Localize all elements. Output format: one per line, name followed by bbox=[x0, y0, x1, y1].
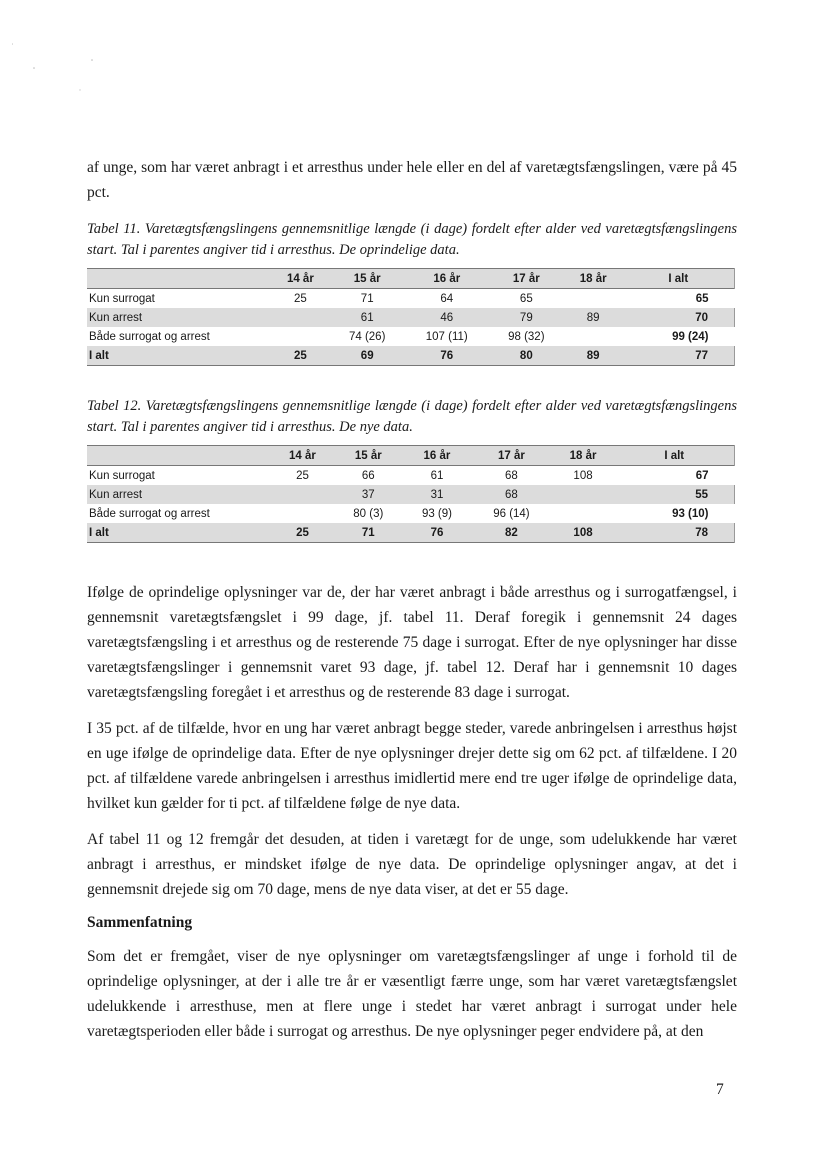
table-cell: 61 bbox=[430, 469, 444, 482]
table-cell-total: 67 bbox=[695, 469, 709, 482]
table-cell: 89 bbox=[586, 349, 600, 362]
table-cell: 76 bbox=[430, 526, 444, 539]
table-cell: 108 bbox=[573, 526, 593, 539]
table-cell-total: 70 bbox=[623, 308, 735, 327]
body-paragraph-1: Ifølge de oprindelige oplysninger var de, der har været anbragt i både arresthus og i surrogatfængsel, i gennemsnit varetægtsfængslet i 99 dage, jf. tabel 11. Deraf foregik i gennemsnit 24 dages varetægtsfængsling i et arresthus og de resterende 75 dage i surrogat. Efter de nye oplysninger har disse varetægtsfængslinger i gennemsnit varet 93 dage, jf. tabel 12. Deraf har i gennemsnit 10 dages varetægtsfængsling foregået i et arresthus og de resterende 83 dage i surrogat. bbox=[87, 584, 737, 701]
page-number: 7 bbox=[716, 1081, 724, 1098]
column-header: 16 år bbox=[423, 449, 451, 462]
scan-specks bbox=[12, 40, 112, 120]
table-cell: 71 bbox=[360, 292, 374, 305]
row-label: Kun arrest bbox=[89, 311, 143, 324]
row-label: Både surrogat og arrest bbox=[89, 507, 210, 520]
table-cell: 25 bbox=[296, 469, 309, 482]
column-header: 17 år bbox=[498, 449, 525, 462]
table-11-caption: Tabel 11. Varetægtsfængslingens gennemsnitlige længde (i dage) fordelt efter alder ved varetægtsfængslingens start. Tal i parentes angiver tid i arresthus. De oprindelige data. bbox=[87, 221, 737, 258]
table-row bbox=[87, 327, 735, 346]
table-cell: 25 bbox=[293, 349, 307, 362]
table-cell bbox=[564, 289, 623, 309]
table-cell: 25 bbox=[293, 292, 307, 305]
table-cell: 76 bbox=[440, 349, 454, 362]
table-row-total bbox=[87, 523, 735, 543]
table-cell: 66 bbox=[361, 469, 375, 482]
table-row-total bbox=[87, 346, 735, 366]
table-12-caption: Tabel 12. Varetægtsfængslingens gennemsnitlige længde (i dage) fordelt efter alder ved varetægtsfængslingens start. Tal i parentes angiver tid i arresthus. De nye data. bbox=[87, 398, 737, 435]
table-cell bbox=[271, 308, 330, 327]
table-cell: 107 (11) bbox=[425, 330, 468, 343]
table-cell-total: 93 (10) bbox=[672, 507, 709, 520]
table-cell-total: 78 bbox=[614, 523, 734, 543]
table-cell bbox=[271, 504, 334, 523]
row-label: I alt bbox=[89, 349, 109, 362]
table-cell: 93 (9) bbox=[421, 507, 452, 520]
table-cell bbox=[271, 485, 334, 504]
table-cell: 74 (26) bbox=[348, 330, 386, 343]
table-cell: 69 bbox=[360, 349, 374, 362]
column-header: 14 år bbox=[289, 449, 316, 462]
column-header: I alt bbox=[614, 446, 734, 466]
table-cell: 89 bbox=[586, 311, 600, 324]
table-12 bbox=[87, 445, 735, 543]
table-row bbox=[87, 485, 735, 504]
section-heading: Sammenfatning bbox=[87, 914, 193, 931]
column-header: 17 år bbox=[512, 272, 540, 285]
table-cell: 108 bbox=[573, 469, 593, 482]
body-paragraph-4: Som det er fremgået, viser de nye oplysninger om varetægtsfængslinger af unge i forhold til de oprindelige oplysninger, at der i alle tre år er væsentligt færre unge, som har været varetægtsfængslet udelukkende i arresthuse, men at flere unge i stedet har været anbragt i surrogat under hele varetægtsperioden eller både i surrogat og arresthus. De nye oplysninger peger endvidere på, at den bbox=[87, 948, 737, 1040]
table-cell bbox=[564, 327, 623, 346]
body-paragraph-3: Af tabel 11 og 12 fremgår det desuden, at tiden i varetægt for de unge, som udelukkende har været anbragt i arresthus, er mindsket ifølge de nye data. De oprindelige oplysninger angav, at det i gennemsnit drejede sig om 70 dage, mens de nye data viser, at det er 55 dage. bbox=[87, 831, 737, 898]
column-header: 15 år bbox=[354, 449, 382, 462]
table-cell-total: 77 bbox=[623, 346, 735, 366]
table-cell: 65 bbox=[519, 292, 533, 305]
table-cell: 71 bbox=[361, 526, 375, 539]
table-cell: 96 (14) bbox=[493, 507, 530, 520]
column-header: 18 år bbox=[569, 449, 597, 462]
table-cell-total: 55 bbox=[614, 485, 734, 504]
table-cell: 46 bbox=[440, 311, 454, 324]
table-cell: 31 bbox=[430, 488, 444, 501]
table-header-row bbox=[87, 269, 735, 289]
intro-paragraph: af unge, som har været anbragt i et arresthus under hele eller en del af varetægtsfængslingen, være på 45 pct. bbox=[87, 159, 737, 201]
table-header-row bbox=[87, 446, 735, 466]
table-cell: 80 bbox=[519, 349, 533, 362]
table-row bbox=[87, 289, 735, 309]
table-cell: 64 bbox=[440, 292, 454, 305]
row-label: Kun arrest bbox=[89, 488, 143, 501]
table-cell bbox=[271, 327, 330, 346]
table-row bbox=[87, 308, 735, 327]
column-header: 15 år bbox=[353, 272, 381, 285]
table-cell: 82 bbox=[505, 526, 518, 539]
table-row bbox=[87, 504, 735, 523]
column-header: 18 år bbox=[579, 272, 607, 285]
table-cell: 68 bbox=[505, 469, 518, 482]
table-cell-total: 99 (24) bbox=[672, 330, 709, 343]
row-label: Kun surrogat bbox=[89, 292, 155, 305]
table-row bbox=[87, 466, 735, 486]
row-label: Både surrogat og arrest bbox=[89, 330, 210, 343]
table-cell: 80 (3) bbox=[353, 507, 384, 520]
table-cell-total: 65 bbox=[695, 292, 709, 305]
column-header: 16 år bbox=[433, 272, 461, 285]
table-cell: 61 bbox=[360, 311, 374, 324]
row-label: Kun surrogat bbox=[89, 469, 155, 482]
column-header: I alt bbox=[623, 269, 735, 289]
table-11 bbox=[87, 268, 735, 366]
table-cell: 79 bbox=[519, 311, 533, 324]
table-cell bbox=[552, 485, 615, 504]
table-cell: 37 bbox=[361, 488, 375, 501]
body-paragraph-2: I 35 pct. af de tilfælde, hvor en ung har været anbragt begge steder, varede anbringelsen i arresthus højst en uge ifølge de oprindelige data. Efter de nye oplysninger drejer dette sig om 62 pct. af tilfældene. I 20 pct. af tilfældene varede anbringelsen i arresthus imidlertid mere end tre uger ifølge de oprindelige data, hvilket kun gælder for ti pct. af tilfældene følge de nye data. bbox=[87, 720, 737, 812]
column-header: 14 år bbox=[286, 272, 314, 285]
row-label: I alt bbox=[89, 526, 109, 539]
table-cell: 25 bbox=[296, 526, 309, 539]
table-cell: 98 (32) bbox=[508, 330, 545, 343]
table-cell bbox=[552, 504, 615, 523]
table-cell: 68 bbox=[505, 488, 518, 501]
